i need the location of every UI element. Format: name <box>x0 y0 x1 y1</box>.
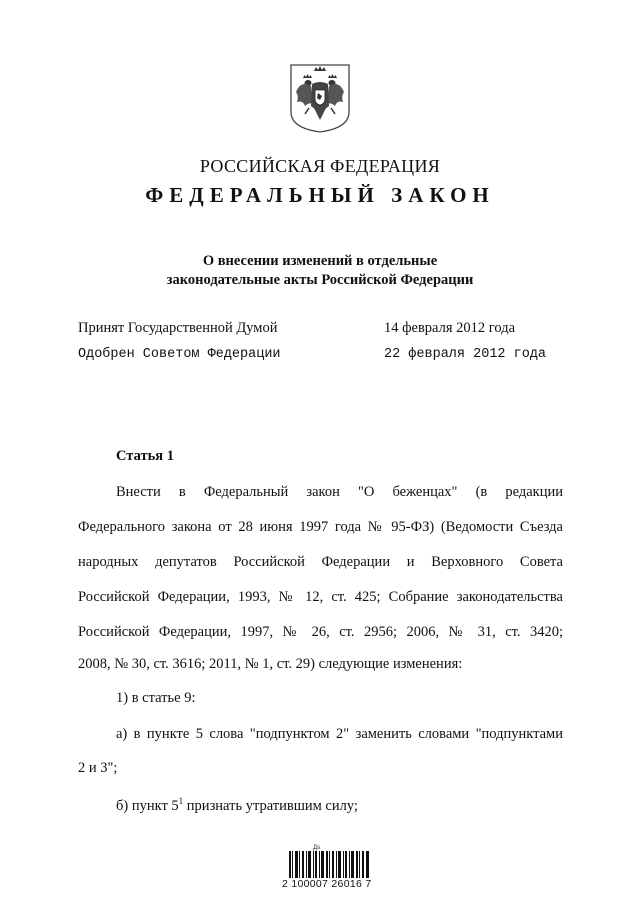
svg-text:Дs: Дs <box>313 845 321 851</box>
list-item-b-text: признать утратившим силу; <box>183 797 358 814</box>
barcode-number: 2 100007 26016 7 <box>282 878 372 890</box>
paragraph-line: Федерального закона от 28 июня 1997 года № 95-ФЗ) (Ведомости Съезда <box>78 519 563 535</box>
barcode-icon <box>287 842 371 878</box>
list-item-1: 1) в статье 9: <box>116 690 196 706</box>
law-title <box>0 252 640 290</box>
paragraph-line: Российской Федерации, 1993, № 12, ст. 425; Собрание законодательства <box>78 589 563 605</box>
article-heading: Статья 1 <box>116 448 174 464</box>
list-item-b-text: б) пункт 5 <box>116 797 179 814</box>
list-item-a: а) в пункте 5 слова "подпунктом 2" заменить словами "подпунктами <box>116 726 563 742</box>
duma-adoption-label: Принят Государственной Думой <box>78 320 278 336</box>
council-approval-date: 22 февраля 2012 года <box>384 347 547 362</box>
document-type: ФЕДЕРАЛЬНЫЙ ЗАКОН <box>145 183 495 207</box>
country-name: РОССИЙСКАЯ ФЕДЕРАЦИЯ <box>199 156 441 176</box>
council-approval-label: Одобрен Советом Федерации <box>78 347 281 362</box>
coat-of-arms-icon <box>287 62 353 134</box>
duma-adoption-date: 14 февраля 2012 года <box>384 320 516 336</box>
list-item-b <box>116 796 563 815</box>
paragraph-line: Внести в Федеральный закон "О беженцах" (в редакции <box>116 484 563 500</box>
paragraph-line: народных депутатов Российской Федерации и Верховного Совета <box>78 554 563 570</box>
paragraph-line: Российской Федерации, 1997, № 26, ст. 2956; 2006, № 31, ст. 3420; <box>78 624 563 640</box>
list-item-a-continuation: 2 и 3"; <box>78 760 118 776</box>
law-title-line: законодательные акты Российской Федерации <box>166 272 474 288</box>
law-title-line: О внесении изменений в отдельные <box>202 253 438 269</box>
paragraph-line: 2008, № 30, ст. 3616; 2011, № 1, ст. 29) следующие изменения: <box>78 656 463 672</box>
superscript: 1 <box>178 796 184 806</box>
